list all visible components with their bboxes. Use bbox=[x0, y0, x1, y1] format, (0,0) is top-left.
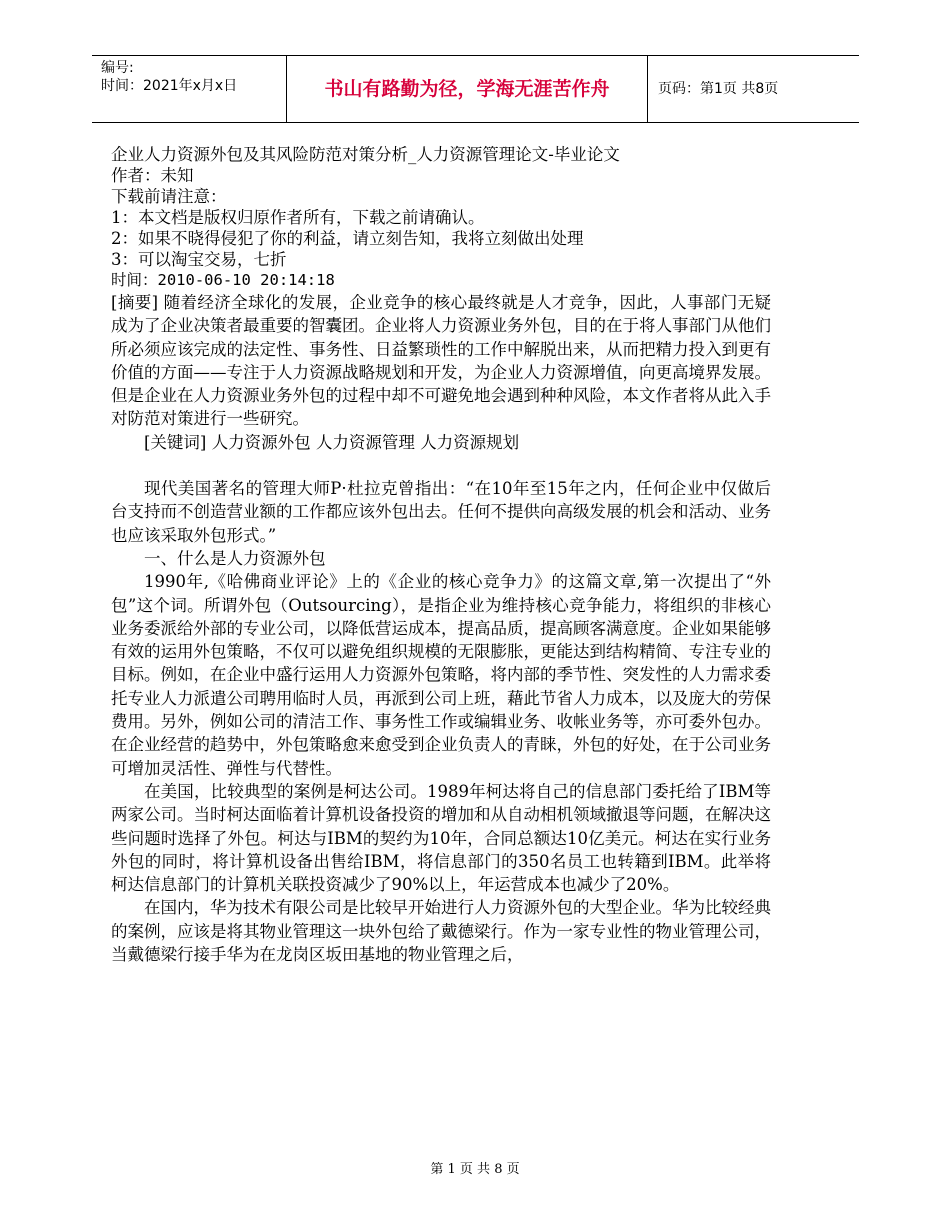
body-paragraph: 1990年,《哈佛商业评论》上的《企业的核心竞争力》的这篇文章,第一次提出了“外包”这个词。所谓外包（Outsourcing），是指企业为维持核心竞争能力，将组织的非核心业务委派给外部的专业公司，以降低营运成本，提高品质，提高顾客满意度。企业如果能够有效的运用外包策略，不仅可以避免组织规模的无限膨胀，更能达到结构精简、专注专业的目标。例如，在企业中盛行运用人力资源外包策略，将内部的季节性、突发性的人力需求委托专业人力派遣公司聘用临时人员，再派到公司上班，藉此节省人力成本，以及庞大的劳保费用。另外，例如公司的清洁工作、事务性工作或编辑业务、收帐业务等，亦可委外包办。在企业经营的趋势中，外包策略愈来愈受到企业负责人的青睐，外包的好处，在于公司业务可增加灵活性、弹性与代替性。 bbox=[111, 572, 771, 778]
abstract-paragraph: [摘要] 随着经济全球化的发展，企业竞争的核心最终就是人才竞争，因此，人事部门无疑成为了企业决策者最重要的智囊团。企业将人力资源业务外包，目的在于将人事部门从他们所必须应该完成的法定性、事务性、日益繁琐性的工作中解脱出来，从而把精力投入到更有价值的方面——专注于人力资源战略规划和开发，为企业人力资源增值，向更高境界发展。但是企业在人力资源业务外包的过程中却不可避免地会遇到种种风险，本文作者将从此入手对防范对策进行一些研究。 bbox=[111, 293, 771, 429]
header-page-info: 页码：第1页 共8页 bbox=[658, 81, 779, 97]
notice-item: 1：本文档是版权归原作者所有，下载之前请确认。 bbox=[111, 208, 485, 227]
header-meta bbox=[92, 56, 286, 122]
body-paragraph: 现代美国著名的管理大师P·杜拉克曾指出：“在10年至15年之内，任何企业中仅做后台支持而不创造营业额的工作都应该外包出去。任何不提供向高级发展的机会和活动、业务也应该采取外包形式。” bbox=[111, 479, 771, 545]
body-paragraph: 在国内，华为技术有限公司是比较早开始进行人力资源外包的大型企业。华为比较经典的案例，应该是将其物业管理这一块外包给了戴德梁行。作为一家专业性的物业管理公司，当戴德梁行接手华为在龙岗区坂田基地的物业管理之后， bbox=[111, 898, 771, 965]
page-header bbox=[92, 55, 859, 123]
doc-time-label: 时间：2021年x月x日 bbox=[101, 78, 238, 94]
doc-number-label: 编号: bbox=[101, 60, 134, 76]
notice-heading: 下载前请注意： bbox=[111, 187, 227, 206]
notice-item: 3：可以淘宝交易，七折 bbox=[111, 250, 287, 269]
document-author: 作者：未知 bbox=[111, 166, 194, 185]
document-body bbox=[111, 144, 771, 966]
keywords-line: [关键词] 人力资源外包 人力资源管理 人力资源规划 bbox=[144, 432, 520, 452]
section-heading: 一、什么是人力资源外包 bbox=[144, 548, 326, 568]
document-time: 时间：2010-06-10 20:14:18 bbox=[111, 271, 335, 289]
header-motto: 书山有路勤为径，学海无涯苦作舟 bbox=[286, 56, 648, 122]
spacer bbox=[111, 454, 771, 477]
document-title: 企业人力资源外包及其风险防范对策分析_人力资源管理论文-毕业论文 bbox=[111, 145, 620, 164]
page-footer: 第 1 页 共 8 页 bbox=[430, 1162, 520, 1177]
notice-item: 2：如果不晓得侵犯了你的利益，请立刻告知，我将立刻做出处理 bbox=[111, 229, 584, 248]
body-paragraph: 在美国，比较典型的案例是柯达公司。1989年柯达将自己的信息部门委托给了IBM等两家公司。当时柯达面临着计算机设备投资的增加和从自动相机领域撤退等问题，在解决这些问题时选择了外包。柯达与IBM的契约为10年，合同总额达10亿美元。柯达在实行业务外包的同时，将计算机设备出售给IBM，将信息部门的350名员工也转籍到IBM。此举将柯达信息部门的计算机关联投资减少了90%以上，年运营成本也减少了20%。 bbox=[111, 781, 771, 895]
